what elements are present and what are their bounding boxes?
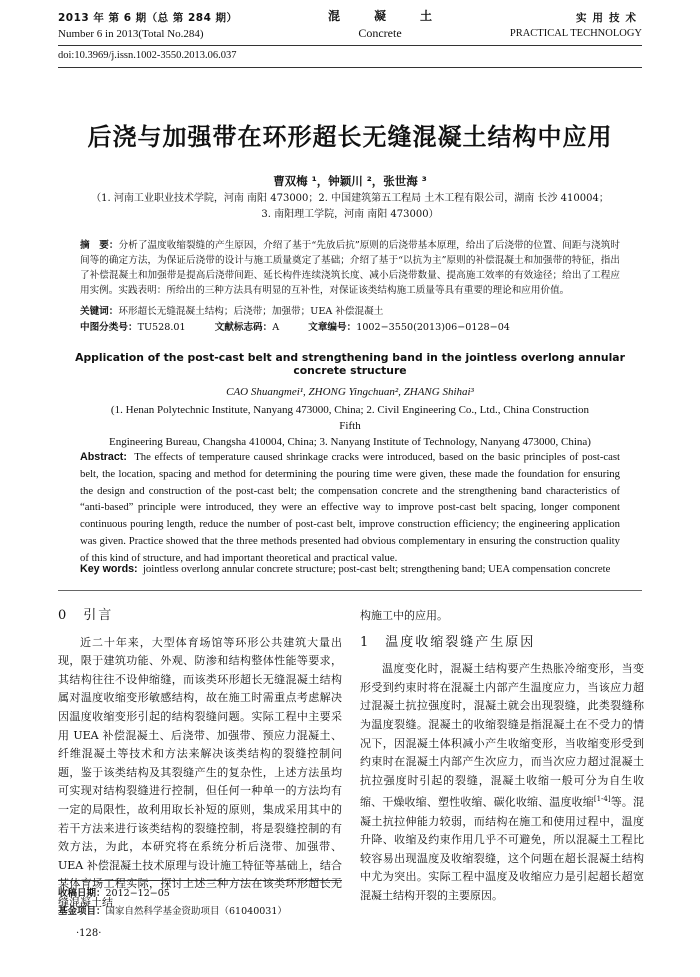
clc-label: 中图分类号： (80, 322, 138, 333)
english-keywords (80, 563, 620, 575)
affiliation-line-2: 3. 南阳理工学院，河南 南阳 473000） (261, 209, 439, 220)
issue-cn: 2013 年 第 6 期（总 第 284 期） (58, 12, 238, 24)
english-keywords-label: Key words: (80, 563, 138, 575)
english-keywords-text: jointless overlong annular concrete structure; post-cast belt; strengthening band; UEA compensation concrete (142, 563, 611, 575)
keywords-label: 关键词： (80, 306, 119, 317)
header-rule (58, 45, 642, 46)
body-rule (58, 590, 642, 591)
left-column (58, 607, 342, 913)
fund-value: 国家自然科学基金资助项目（61040031） (105, 906, 287, 917)
english-abstract-label: Abstract: (80, 451, 127, 463)
footnote-rule (58, 880, 342, 881)
abstract-label: 摘 要： (80, 240, 119, 251)
english-affiliation-line-2: Engineering Bureau, Changsha 410004, China; 3. Nanyang Institute of Technology, Nanyang 473000, China) (109, 436, 591, 448)
received-date: 2012−12−05 (105, 888, 170, 899)
received-label: 收稿日期： (58, 888, 106, 899)
article-no-value: 1002−3550(2013)06−0128−04 (356, 322, 510, 333)
section-1-paragraph (360, 660, 644, 905)
column-name-en: PRACTICAL TECHNOLOGY (509, 28, 642, 39)
footnote-received (58, 886, 170, 902)
english-abstract-text: The effects of temperature caused shrinkage cracks were introduced, based on the basic principles of post-cast belt, the location, spacing and method for determining the pouring time were given, these made the foundation for ensuring the design and construction of the post-cast belt; the compensation concrete and the strengthening band characteristics of “anti-based” principle were introduced, they were an effective way to improve post-cast belt spacing, longer component continuous pouring length, reduce the number of post-cast belt, improve construction efficiency; the engineering application was given. Practice showed that the three methods presented had obvious complementary in ensuring the construction quality of this kind of structure, and had important theoretical and practical value. (80, 451, 620, 564)
clc-value: TU528.01 (137, 322, 186, 333)
doi-rule (58, 67, 642, 68)
english-affiliation-line-1: (1. Henan Polytechnic Institute, Nanyang 473000, China; 2. Civil Engineering Co., Ltd., China Construction Fifth (110, 404, 590, 432)
doi[interactable]: doi:10.3969/j.issn.1002-3550.2013.06.037 (58, 50, 237, 61)
english-title: Application of the post-cast belt and strengthening band in the jointless overlong annular concrete structure (75, 351, 625, 377)
journal-name-cn: 混凝土 (327, 9, 466, 23)
journal-name-en: Concrete (358, 26, 402, 40)
fund-label: 基金项目： (58, 906, 106, 917)
section-1-text-b: 等。混凝土抗拉伸能力较弱，而结构在施工和使用过程中，温度升降、收缩及约束作用几乎不可避免，所以混凝土工程比较容易出现温度及收缩裂缝，这个问题在超长混凝土结构中尤为突出。实际工程中温度及收缩应力是引起超长超宽混凝土结构开裂的主要原因。 (360, 796, 645, 902)
section-0-paragraph: 近二十年来，大型体育场馆等环形公共建筑大量出现，限于建筑功能、外观、防渗和结构整体性能等要求，其结构往往不设伸缩缝，而该类环形超长无缝混凝土结构属对温度收缩变形敏感结构，故在施工时需重点考虑解决因温度收缩变形引起的结构裂缝问题。实际工程中主要采用 UEA 补偿混凝土、后浇带、加强带、预应力混凝土、纤维混凝土等技术和方法来解决该类结构的裂缝控制问题，鉴于该类结构及其裂缝产生的复杂性，上述方法虽均可实现对结构裂缝进行控制，但任何一种单一的方法均有一定的局限性，故利用取长补短的原则，集成采用其中的若干方法来进行该类结构的裂缝控制，将是裂缝控制的有效方法，为此，本研究将在系统分析后浇带、加强带、UEA 补偿混凝土技术原理与设计施工特征等基础上，结合某体育场工程实际，探讨上述三种方法在该类环形超长无缝混凝土结 (58, 635, 342, 909)
section-0-heading: 0 引言 (58, 608, 114, 623)
page-number: ·128· (76, 928, 102, 939)
continued-text: 构施工中的应用。 (360, 609, 448, 622)
keywords-text: 环形超长无缝混凝土结构；后浇带；加强带；UEA 补偿混凝土 (118, 306, 384, 317)
affiliation-line-1: （1. 河南工业职业技术学院，河南 南阳 473000；2. 中国建筑第五工程局 土木工程有限公司，湖南 长沙 410004； (91, 193, 609, 204)
footnote-fund (58, 904, 287, 920)
authors: 曹双梅 ¹，钟颖川 ²，张世海 ³ (273, 174, 427, 188)
abstract-text: 分析了温度收缩裂缝的产生原因，介绍了基于“先放后抗”原则的后浇带基本原理，给出了后浇带的位置、间距与浇筑时间等的确定方法，为保证后浇带的设计与施工质量奠定了基础；介绍了基于“以抗为主”原则的补偿混凝土和加强带的特征，指出了补偿混凝土和加强带是提高后浇带间距、延长构件连续浇筑长度、减小后浇带数量、提高施工效率的有效途径；给出了工程应用实例。实践表明：所给出的三种方法具有明显的互补性，对保证该类结构施工质量等具有重要的理论和应用价值。 (80, 240, 621, 296)
citation-1-4[interactable]: [1-4] (593, 795, 611, 804)
english-abstract (80, 449, 620, 567)
issue-en: Number 6 in 2013(Total No.284) (58, 28, 204, 40)
column-name-cn: 实用技术 (576, 12, 642, 24)
journal-issue-info (58, 10, 238, 42)
section-1-text-a: 温度变化时，混凝土结构要产生热胀冷缩变形，当变形受到约束时将在混凝土内部产生温度应力，当该应力超过混凝土抗拉强度时，混凝土就会出现裂缝，此类裂缝称为温度裂缝。混凝土的收缩裂缝是指混凝土在不受力的情况下，因混凝土体积减小产生收缩变形，当收缩变形受到约束时在混凝土内部产生次应力，而当次应力超过混凝土抗拉强度时引起的裂缝，混凝土收缩一般可分为自生收缩、干燥收缩、塑性收缩、碳化收缩、温度收缩 (360, 662, 644, 809)
classification-row (80, 319, 620, 333)
journal-name (290, 8, 470, 42)
doc-code-value: A (272, 322, 280, 333)
section-1-heading: 1 温度收缩裂缝产生原因 (360, 634, 536, 650)
english-affiliations (100, 402, 600, 450)
keywords-cn (80, 304, 620, 319)
affiliations (88, 191, 612, 223)
right-column (360, 607, 644, 906)
english-authors: CAO Shuangmei¹, ZHONG Yingchuan², ZHANG Shihai³ (226, 386, 474, 398)
article-no-label: 文章编号： (308, 322, 357, 333)
column-name (510, 10, 642, 42)
abstract-cn (80, 238, 620, 298)
paper-title: 后浇与加强带在环形超长无缝混凝土结构中应用 (87, 123, 613, 151)
doc-code-label: 文献标志码： (214, 322, 273, 333)
